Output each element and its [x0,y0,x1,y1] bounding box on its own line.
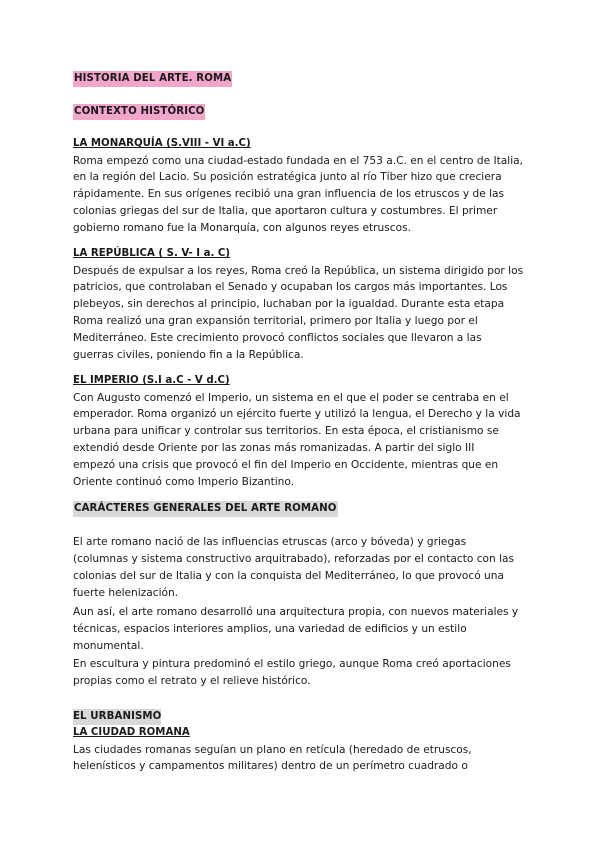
urbanismo-section [73,708,533,775]
contexto-heading: CONTEXTO HISTÓRICO [73,104,205,120]
caracteres-paragraph-3 [73,656,533,690]
monarquia-line: en la región del Lacio. Su posición estratégica junto al río Tíber hizo que creciera [73,171,502,184]
caracteres-line: El arte romano nació de las influencias etruscas (arco y bóveda) y griegas [73,536,467,548]
republica-line: Mediterráneo. Este crecimiento provocó conflictos sociales que llevaron a las [73,332,482,345]
republica-line: Después de expulsar a los reyes, Roma creó la República, un sistema dirigido por los [73,264,524,277]
contexto-row [73,103,205,120]
republica-line: plebeyos, sin derechos al principio, luchaban por la igualdad. Durante esta etapa [73,298,505,311]
republica-line: Roma realizó una gran expansión territorial, primero por Italia y luego por el [73,315,478,328]
caracteres-paragraph-2 [73,604,533,655]
monarquia-section [73,136,533,237]
caracteres-heading-row [73,500,338,517]
imperio-line: Con Augusto comenzó el Imperio, un sistema en el que el poder se centraba en el [73,391,509,404]
imperio-section [73,373,533,491]
monarquia-line: rápidamente. En sus orígenes recibió una gran influencia de los etruscos y de las [73,188,505,201]
caracteres-line: monumental. [73,639,144,652]
monarquia-heading: LA MONARQUÍA (S.VIII - VI a.C) [73,138,251,149]
doc-title-row [73,70,232,87]
urbanismo-line: Las ciudades romanas seguían un plano en retícula (heredado de etruscos, [73,743,472,756]
caracteres-line: colonias del sur de Italia y con la conquista del Mediterráneo, lo que provocó una [73,569,504,582]
caracteres-line: técnicas, espacios interiores amplios, una variedad de edificios y un estilo [73,622,467,635]
imperio-line: extendió desde Oriente por las zonas más romanizadas. A partir del siglo III [73,442,475,455]
monarquia-line: gobierno romano fue la Monarquía, con algunos reyes etruscos. [73,222,411,235]
imperio-line: emperador. Roma organizó un ejército fuerte y utilizó la lengua, el Derecho y la vida [73,408,521,421]
caracteres-paragraph-1 [73,534,533,602]
imperio-line: empezó una crisis que provocó el fin del Imperio en Occidente, mientras que en [73,459,499,472]
imperio-heading: EL IMPERIO (S.I a.C - V d.C) [73,375,230,386]
caracteres-line: Aun así, el arte romano desarrolló una arquitectura propia, con nuevos materiales y [73,606,519,618]
imperio-line: urbana para unificar y controlar sus territorios. En esta época, el cristianismo se [73,425,499,438]
urbanismo-heading: EL URBANISMO [73,709,161,725]
imperio-line: Oriente continuó como Imperio Bizantino. [73,476,295,489]
doc-title: HISTORIA DEL ARTE. ROMA [73,71,232,87]
caracteres-heading: CARÁCTERES GENERALES DEL ARTE ROMANO [73,501,338,517]
monarquia-line: colonias griegas del sur de Italia, que aportaron cultura y costumbres. El primer [73,205,498,218]
republica-line: guerras civiles, poniendo fin a la República. [73,349,304,362]
republica-heading: LA REPÚBLICA ( S. V- I a. C) [73,248,231,259]
urbanismo-line: helenísticos y campamentos militares) dentro de un perímetro cuadrado o [73,760,468,773]
caracteres-line: fuerte helenización. [73,586,179,599]
caracteres-line: (columnas y sistema constructivo arquitrabado), reforzadas por el contacto con las [73,552,515,565]
republica-section [73,246,533,364]
republica-line: patricios, que controlaban el Senado y ocupaban los cargos más importantes. Los [73,281,508,294]
caracteres-line: propias como el retrato y el relieve histórico. [73,674,311,687]
ciudad-romana-heading: LA CIUDAD ROMANA [73,727,190,738]
monarquia-line: Roma empezó como una ciudad-estado fundada en el 753 a.C. en el centro de Italia, [73,154,523,167]
caracteres-line: En escultura y pintura predominó el estilo griego, aunque Roma creó aportaciones [73,658,511,670]
